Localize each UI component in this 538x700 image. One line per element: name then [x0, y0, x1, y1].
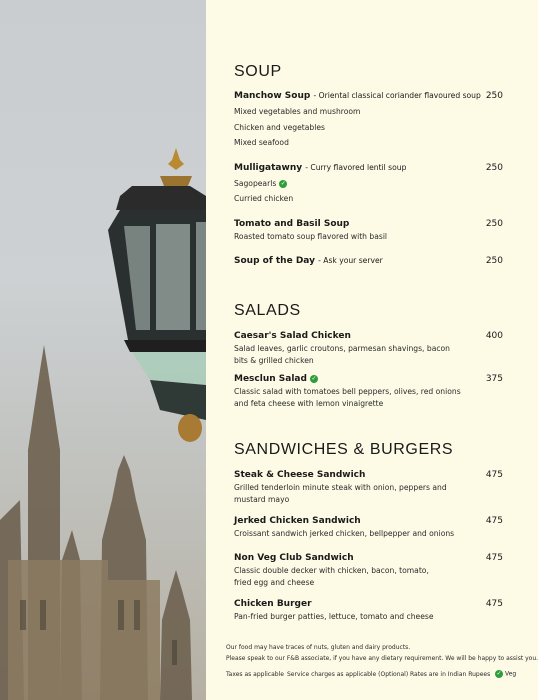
photo-illustration: [0, 0, 206, 700]
item-desc-line: Croissant sandwich jerked chicken, bellpepper and onions: [234, 529, 455, 538]
item-name-jerked-chicken: Jerked Chicken Sandwich: [234, 516, 361, 526]
item-variant: Sagopearls ✓: [234, 179, 286, 188]
veg-check-icon: ✓: [280, 180, 286, 187]
item-name-soup-of-day: Soup of the Day - Ask your server: [234, 256, 383, 266]
section-title-salads: SALADS: [234, 302, 301, 319]
footer-veg-legend: ✓ Veg: [496, 670, 517, 678]
section-title-sandwiches: SANDWICHES & BURGERS: [234, 441, 454, 458]
item-price: 250: [485, 163, 503, 173]
item-desc-line: bits & grilled chicken: [234, 356, 314, 365]
item-desc: - Curry flavored lentil soup: [305, 163, 407, 172]
item-price: 475: [485, 599, 503, 609]
item-desc-line: Grilled tenderloin minute steak with onion, peppers and: [234, 483, 447, 492]
item-price: 400: [485, 331, 503, 341]
item-name-tomato-basil: Tomato and Basil Soup: [234, 219, 350, 229]
item-name-chicken-burger: Chicken Burger: [234, 599, 312, 609]
item-variant: Chicken and vegetables: [234, 123, 325, 132]
footer-taxes: Taxes as applicable: [226, 671, 284, 678]
lamp-illustration: [108, 148, 206, 442]
footer-service: Service charges as applicable (Optional): [287, 671, 409, 678]
item-price: 475: [485, 553, 503, 563]
item-price: 250: [485, 256, 503, 266]
item-variant: Curried chicken: [234, 194, 294, 203]
item-price: 375: [485, 374, 503, 384]
item-name-mesclun-salad: Mesclun Salad ✓: [234, 374, 317, 384]
item-name-steak-cheese: Steak & Cheese Sandwich: [234, 470, 366, 480]
footer-rates: Rates are in Indian Rupees: [410, 671, 491, 678]
item-variant: Mixed seafood: [234, 138, 289, 147]
street-lamp-photo: [0, 0, 206, 700]
item-desc-line: mustard mayo: [234, 495, 290, 504]
item-price: 250: [485, 91, 503, 101]
item-desc-line: Classic double decker with chicken, bacon, tomato,: [234, 566, 429, 575]
item-desc-line: Roasted tomato soup flavored with basil: [234, 232, 388, 241]
item-desc-line: fried egg and cheese: [234, 578, 315, 587]
item-desc-line: and feta cheese with lemon vinaigrette: [234, 399, 384, 408]
item-price: 250: [485, 219, 503, 229]
item-name-manchow-soup: Manchow Soup - Oriental classical coriander flavoured soup: [234, 91, 481, 101]
footer-note-allergens: Our food may have traces of nuts, gluten and dairy products.: [226, 644, 411, 651]
item-desc-line: Classic salad with tomatoes bell peppers, olives, red onions: [234, 387, 461, 396]
section-title-soup: SOUP: [234, 63, 282, 80]
item-price: 475: [485, 470, 503, 480]
item-name-mulligatawny: Mulligatawny - Curry flavored lentil soup: [234, 163, 407, 173]
item-name-caesar-salad: Caesar's Salad Chicken: [234, 331, 351, 341]
item-price: 475: [485, 516, 503, 526]
item-variant: Mixed vegetables and mushroom: [234, 107, 361, 116]
menu-panel: [206, 0, 538, 700]
item-desc: - Ask your server: [318, 256, 383, 265]
item-name-club-sandwich: Non Veg Club Sandwich: [234, 553, 354, 563]
veg-check-icon: ✓: [311, 374, 317, 382]
item-desc: - Oriental classical coriander flavoured soup: [313, 91, 481, 100]
item-desc-line: Salad leaves, garlic croutons, parmesan shavings, bacon: [234, 344, 450, 353]
item-desc-line: Pan-fried burger patties, lettuce, tomato and cheese: [234, 612, 434, 621]
veg-check-icon: ✓: [496, 670, 502, 677]
footer-note-dietary: Please speak to our F&B associate, if you have any dietary requirement. We will be happy to assist you.: [226, 655, 538, 662]
